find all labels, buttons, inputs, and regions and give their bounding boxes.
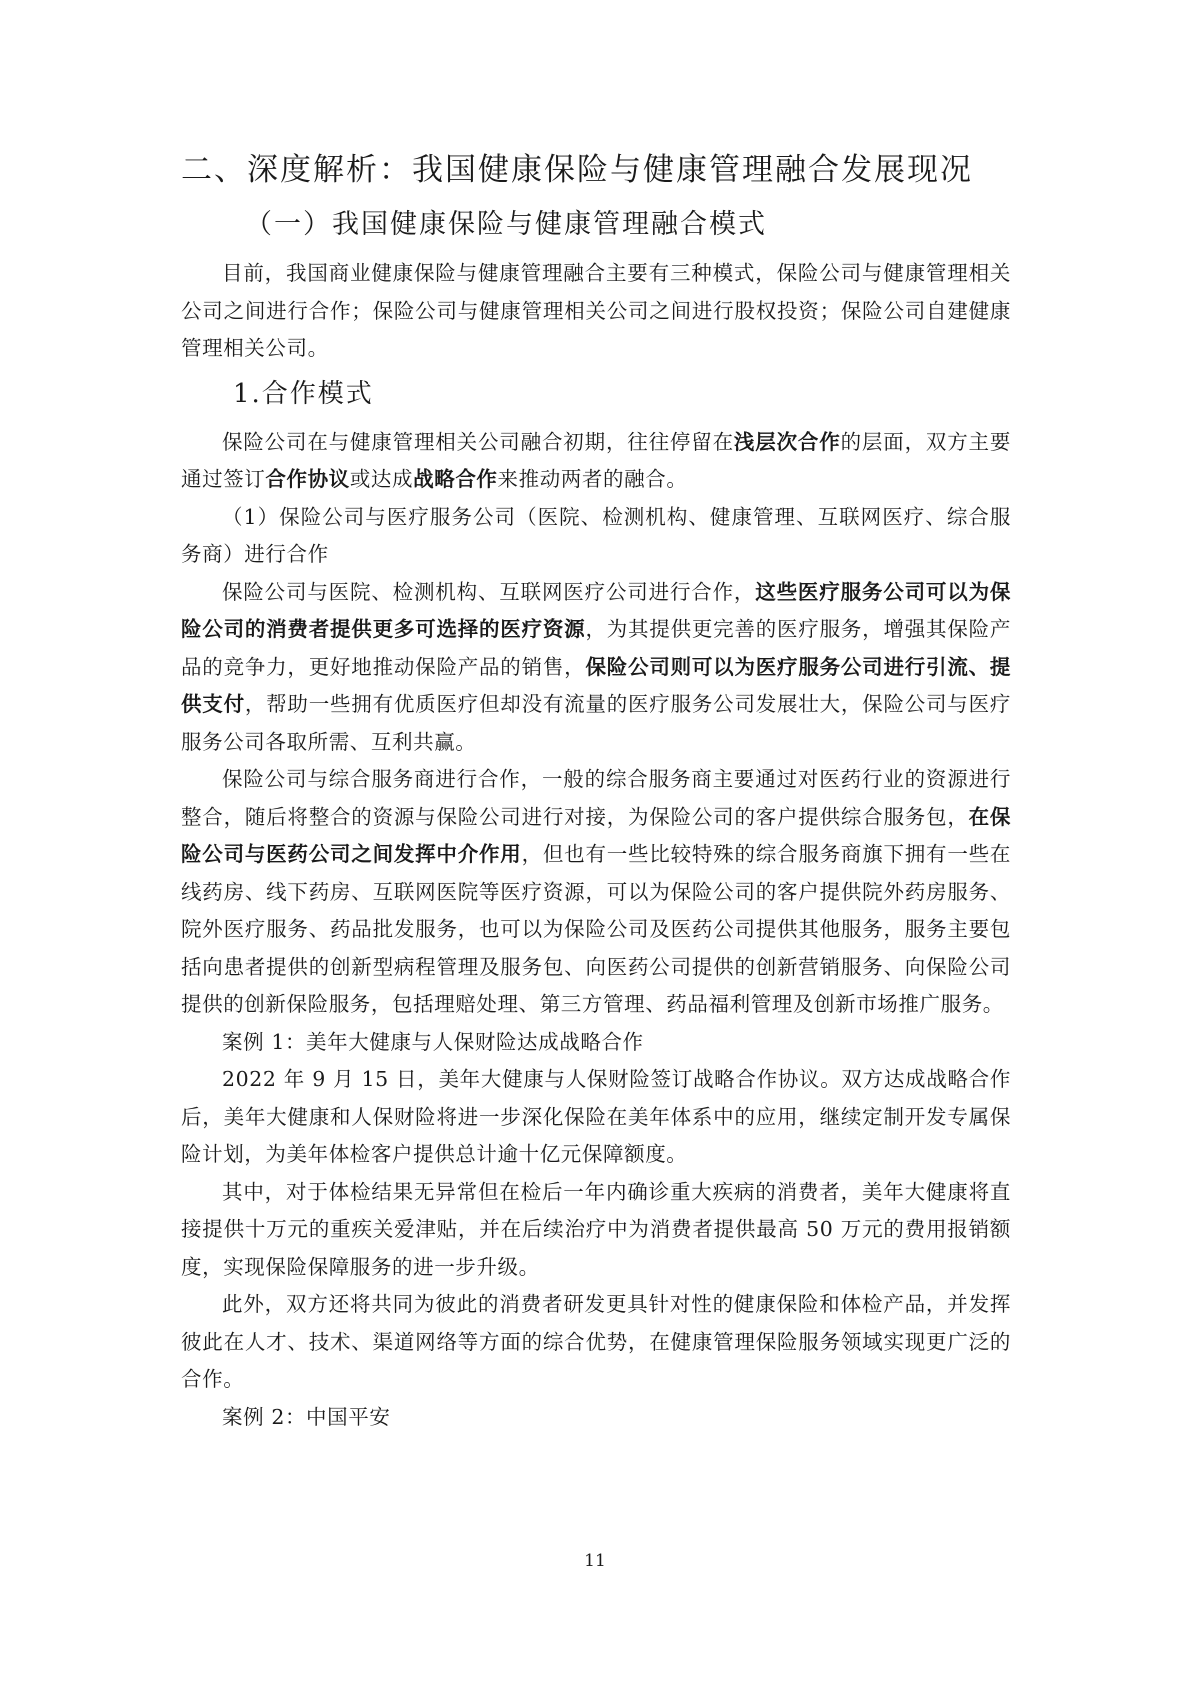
page-content bbox=[181, 148, 1011, 1436]
intro-paragraph: 目前，我国商业健康保险与健康管理融合主要有三种模式，保险公司与健康管理相关公司之间进行合作；保险公司与健康管理相关公司之间进行股权投资；保险公司自建健康管理相关公司。 bbox=[181, 261, 1011, 360]
sub-heading-medical-services: （1）保险公司与医疗服务公司（医院、检测机构、健康管理、互联网医疗、综合服务商）进行合作 bbox=[181, 504, 1011, 566]
mode-heading: 1.合作模式 bbox=[233, 378, 374, 409]
case2-title: 案例 2：中国平安 bbox=[222, 1404, 391, 1429]
section-heading: 二、深度解析：我国健康保险与健康管理融合发展现况 bbox=[181, 152, 973, 188]
page-number: 11 bbox=[584, 1551, 606, 1571]
paragraph-integrated-services: 保险公司与综合服务商进行合作，一般的综合服务商主要通过对医药行业的资源进行整合，随后将整合的资源与保险公司进行对接，为保险公司的客户提供综合服务包，在保险公司与医药公司之间发挥中介作用，但也有一些比较特殊的综合服务商旗下拥有一些在线药房、线下药房、互联网医院等医疗资源，可以为保险公司的客户提供院外药房服务、院外医疗服务、药品批发服务，也可以为保险公司及医药公司提供其他服务，服务主要包括向患者提供的创新型病程管理及服务包、向医药公司提供的创新营销服务、向保险公司提供的创新保险服务，包括理赔处理、第三方管理、药品福利管理及创新市场推广服务。 bbox=[181, 767, 1011, 1016]
emphasis-text: 浅层次合作 bbox=[733, 429, 841, 454]
emphasis-text: 合作协议 bbox=[265, 467, 350, 491]
case1-paragraph-3: 此外，双方还将共同为彼此的消费者研发更具针对性的健康保险和体检产品，并发挥彼此在人才、技术、渠道网络等方面的综合优势，在健康管理保险服务领域实现更广泛的合作。 bbox=[181, 1292, 1011, 1391]
emphasis-text: 战略合作 bbox=[413, 467, 498, 491]
subsection-heading: （一）我国健康保险与健康管理融合模式 bbox=[245, 209, 767, 240]
emphasis-text: 这些医疗服务公司可以为保险公司的消费者提供更多可选择的医疗资源 bbox=[181, 579, 1011, 641]
case1-paragraph-2: 其中，对于体检结果无异常但在检后一年内确诊重大疾病的消费者，美年大健康将直接提供十万元的重疾关爱津贴，并在后续治疗中为消费者提供最高 50 万元的费用报销额度，实现保险保障服务的进一步升级。 bbox=[181, 1179, 1011, 1279]
paragraph-cooperation-intro: 保险公司在与健康管理相关公司融合初期，往往停留在浅层次合作的层面，双方主要通过签订合作协议或达成战略合作来推动两者的融合。 bbox=[181, 429, 1011, 491]
case1-paragraph-1: 2022 年 9 月 15 日，美年大健康与人保财险签订战略合作协议。双方达成战略合作后，美年大健康和人保财险将进一步深化保险在美年体系中的应用，继续定制开发专属保险计划，为美年体检客户提供总计逾十亿元保障额度。 bbox=[181, 1067, 1011, 1166]
emphasis-text: 在保险公司与医药公司之间发挥中介作用 bbox=[181, 804, 1011, 866]
emphasis-text: 保险公司则可以为医疗服务公司进行引流、提供支付 bbox=[181, 654, 1011, 716]
case1-title: 案例 1：美年大健康与人保财险达成战略合作 bbox=[222, 1029, 644, 1054]
paragraph-medical-cooperation: 保险公司与医院、检测机构、互联网医疗公司进行合作，这些医疗服务公司可以为保险公司的消费者提供更多可选择的医疗资源，为其提供更完善的医疗服务，增强其保险产品的竞争力，更好地推动保险产品的销售，保险公司则可以为医疗服务公司进行引流、提供支付，帮助一些拥有优质医疗但却没有流量的医疗服务公司发展壮大，保险公司与医疗服务公司各取所需、互利共赢。 bbox=[181, 579, 1011, 754]
